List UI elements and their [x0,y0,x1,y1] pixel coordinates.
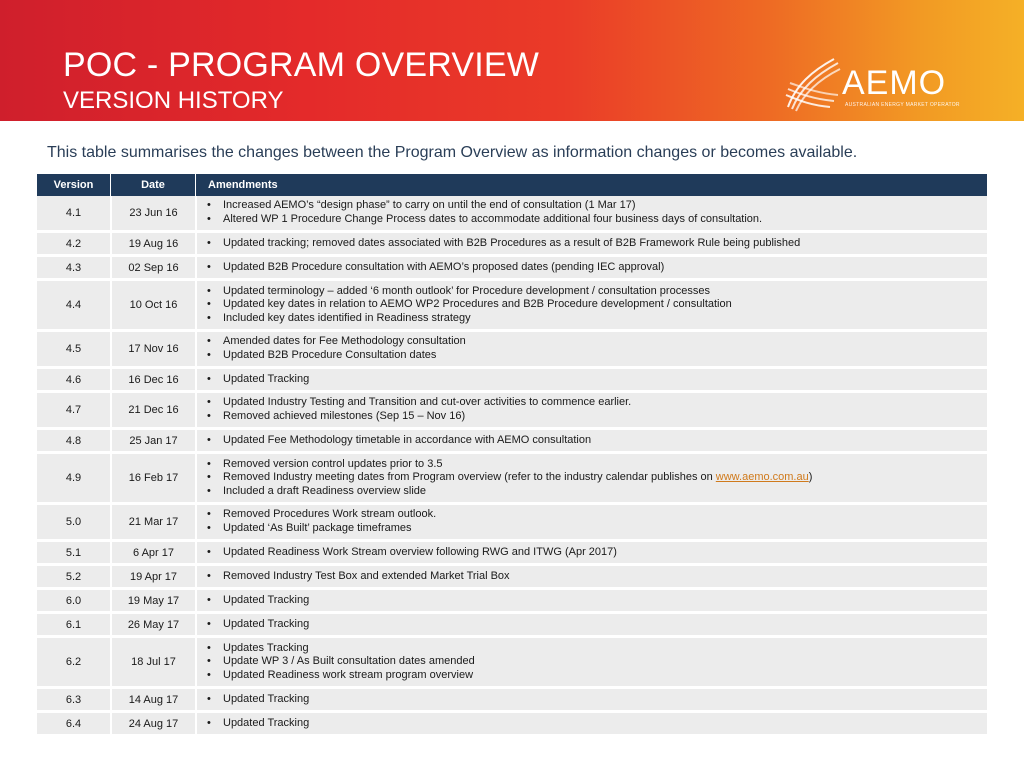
amendment-item [205,458,987,472]
amendment-text [223,508,436,522]
amendment-text-part: Updated Tracking [223,716,310,729]
bullet-icon: • [207,471,211,484]
version-cell: 5.1 [65,546,82,559]
amendments-cell [195,689,987,710]
bullet-icon: • [207,335,211,348]
bullet-icon: • [207,349,211,361]
amendment-text [223,693,309,707]
table-row [37,430,987,454]
amendment-item [205,335,987,349]
bullet-icon: • [207,410,211,422]
header-amendments: Amendments [195,174,987,196]
amendments-cell [195,505,987,539]
bullet-icon: • [207,593,211,606]
version-cell: 4.9 [65,472,82,484]
date-cell: 17 Nov 16 [110,332,195,366]
table-row [37,614,987,638]
amendment-text [223,618,309,632]
amendment-text [223,717,309,731]
amendment-item [205,693,987,707]
date-cell: 02 Sep 16 [110,257,195,278]
amendment-item [205,546,987,560]
amendment-text [223,410,465,424]
table-body [37,196,987,737]
header-date: Date [110,174,195,196]
bullet-icon: • [207,508,211,521]
amendment-text [223,298,732,312]
table-row [37,332,987,369]
date-cell: 16 Feb 17 [110,454,195,502]
amendment-text-part: Updated B2B Procedure Consultation dates [223,349,437,361]
amendment-text-part: Updated Tracking [223,372,310,385]
amendment-text-part: Increased AEMO’s “design phase” to carry on until the end of consultation (1 Mar 17) [223,199,636,212]
bullet-icon: • [207,655,211,668]
amendment-text-part: Update WP 3 / As Built consultation dates amended [223,655,475,668]
date-cell: 21 Dec 16 [110,393,195,427]
amendment-text [223,213,762,227]
bullet-icon: • [207,433,211,446]
bullet-icon: • [207,199,211,212]
amendment-item [205,434,987,448]
amendments-cell [195,542,987,563]
amendment-item [205,237,987,251]
amendments-cell [195,614,987,635]
amendment-item [205,522,987,536]
amendments-cell [195,590,987,611]
bullet-icon: • [207,236,211,249]
amendment-item [205,642,987,656]
amendment-item [205,396,987,410]
amendment-text [223,669,473,683]
amendment-text-part: Altered WP 1 Procedure Change Process dates to accommodate additional four business days of consultation. [223,213,763,225]
amendment-text-part: Amended dates for Fee Methodology consultation [223,335,466,348]
amendment-item [205,373,987,387]
bullet-icon: • [207,692,211,705]
amendment-text [223,546,617,560]
date-cell: 23 Jun 16 [110,196,195,230]
version-cell: 4.4 [65,299,82,311]
date-cell: 14 Aug 17 [110,689,195,710]
bullet-icon: • [207,617,211,630]
version-cell: 6.3 [65,693,82,706]
bullet-icon: • [207,213,211,225]
amendment-item [205,594,987,608]
amendment-item [205,213,987,227]
link-suffix: ) [808,471,813,484]
amendments-cell [195,281,987,329]
amendments-cell [195,233,987,254]
amendments-cell [195,332,987,366]
amendment-item [205,410,987,424]
table-row [37,689,987,713]
bullet-icon: • [207,522,211,534]
amendment-text [223,471,812,485]
version-cell: 5.2 [65,570,82,583]
bullet-icon: • [207,716,211,729]
amendment-item [205,471,987,485]
table-row [37,590,987,614]
amendment-text-part: Removed Industry Test Box and extended Market Trial Box [223,569,510,582]
table-row [37,233,987,257]
amendment-item [205,618,987,632]
amendments-cell [195,196,987,230]
amendment-text-part: Updated Fee Methodology timetable in accordance with AEMO consultation [223,433,592,446]
amendment-text [223,570,510,584]
version-cell: 4.1 [65,207,82,219]
bullet-icon: • [207,641,211,654]
amendment-text [223,199,636,213]
bullet-icon: • [207,311,211,324]
version-cell: 4.5 [65,343,82,355]
version-cell: 5.0 [65,516,82,528]
amendment-item [205,312,987,326]
bullet-icon: • [207,484,211,497]
table-row [37,505,987,542]
table-row [37,369,987,393]
amendments-cell [195,454,987,502]
version-cell: 6.1 [65,618,82,631]
table-row [37,542,987,566]
amendment-text [223,458,443,472]
bullet-icon: • [207,668,211,681]
amendment-text-part: Updates Tracking [223,641,309,654]
table-row [37,393,987,430]
bullet-icon: • [207,260,211,273]
amendments-cell [195,257,987,278]
date-cell: 19 Apr 17 [110,566,195,587]
amendment-text [223,237,800,251]
table-row [37,566,987,590]
amendment-item [205,261,987,275]
amendment-text [223,642,309,656]
amendment-item [205,349,987,363]
aemo-website-link[interactable]: www.aemo.com.au [715,471,809,484]
date-cell: 10 Oct 16 [110,281,195,329]
amendment-text [223,434,591,448]
amendment-text-part: Updated terminology – added ‘6 month outlook’ for Procedure development / consultation processes [223,284,710,297]
amendment-text-part: Updated Tracking [223,593,310,606]
page-subtitle: VERSION HISTORY [63,87,284,114]
amendment-text-part: Updated Tracking [223,692,310,705]
amendment-item [205,285,987,299]
date-cell: 26 May 17 [110,614,195,635]
table-row [37,638,987,689]
amendment-text-part: Removed Procedures Work stream outlook. [223,508,437,521]
amendment-text-part: Removed Industry meeting dates from Program overview (refer to the industry calendar publishes on [223,471,716,484]
amendment-text-part: Updated B2B Procedure consultation with AEMO’s proposed dates (pending IEC approval) [223,260,665,273]
amendment-text [223,285,710,299]
bullet-icon: • [207,545,211,558]
amendment-text-part: Updated tracking; removed dates associated with B2B Procedures as a result of B2B Framework Rule being published [223,236,801,249]
table-header [37,174,987,196]
bullet-icon: • [207,298,211,311]
version-cell: 4.2 [65,237,82,250]
amendment-text [223,312,471,326]
bullet-icon: • [207,396,211,409]
header-banner [0,0,1024,121]
amendment-item [205,298,987,312]
amendments-cell [195,430,987,451]
amendments-cell [195,369,987,390]
version-cell: 6.0 [65,594,82,607]
amendment-text-part: Removed achieved milestones (Sep 15 – Nov 16) [223,410,466,422]
date-cell: 19 May 17 [110,590,195,611]
amendments-cell [195,638,987,686]
amendment-item [205,508,987,522]
table-row [37,196,987,233]
table-row [37,281,987,332]
amendment-text-part: Updated Readiness Work Stream overview following RWG and ITWG (Apr 2017) [223,545,617,558]
table-row [37,454,987,505]
amendment-text-part: Included key dates identified in Readiness strategy [223,311,471,324]
logo-wordmark: AEMO [842,64,947,102]
bullet-icon: • [207,284,211,297]
amendment-text-part: Updated Readiness work stream program overview [223,668,474,681]
amendments-cell [195,566,987,587]
amendment-item [205,485,987,499]
version-cell: 4.6 [65,373,82,386]
header-version: Version [53,179,94,191]
amendment-text [223,335,466,349]
amendment-item [205,717,987,731]
logo-subtext: AUSTRALIAN ENERGY MARKET OPERATOR [845,102,960,108]
amendment-text-part: Updated Tracking [223,617,310,630]
amendment-text [223,349,436,363]
version-cell: 6.4 [65,717,82,730]
date-cell: 6 Apr 17 [110,542,195,563]
date-cell: 21 Mar 17 [110,505,195,539]
amendment-text [223,261,664,275]
amendment-text-part: Updated key dates in relation to AEMO WP2 Procedures and B2B Procedure development / consultation [223,298,732,311]
amendment-text-part: Updated ‘As Built’ package timeframes [223,522,412,534]
bullet-icon: • [207,372,211,385]
bullet-icon: • [207,457,211,470]
amendment-text-part: Removed version control updates prior to 3.5 [223,457,443,470]
amendment-text-part: Included a draft Readiness overview slide [223,484,427,497]
amendment-item [205,655,987,669]
amendment-item [205,570,987,584]
page-title: POC - PROGRAM OVERVIEW [63,46,540,84]
amendment-text [223,655,475,669]
date-cell: 16 Dec 16 [110,369,195,390]
version-cell: 4.3 [65,261,82,274]
aemo-swoosh-icon [782,55,844,115]
amendment-text [223,594,309,608]
bullet-icon: • [207,569,211,582]
table-row [37,257,987,281]
amendments-cell [195,713,987,734]
amendment-item [205,669,987,683]
amendment-text [223,522,412,536]
version-cell: 4.7 [65,404,82,416]
amendment-text [223,485,426,499]
table-row [37,713,987,737]
amendment-item [205,199,987,213]
version-history-table [37,174,987,737]
amendment-text [223,396,631,410]
amendment-text [223,373,309,387]
version-cell: 6.2 [65,656,82,668]
aemo-logo [782,55,960,115]
date-cell: 24 Aug 17 [110,713,195,734]
version-cell: 4.8 [65,434,82,447]
date-cell: 19 Aug 16 [110,233,195,254]
date-cell: 25 Jan 17 [110,430,195,451]
intro-text: This table summarises the changes between the Program Overview as information changes or becomes available. [47,144,858,161]
amendment-text-part: Updated Industry Testing and Transition and cut-over activities to commence earlier. [223,396,632,409]
amendments-cell [195,393,987,427]
date-cell: 18 Jul 17 [110,638,195,686]
